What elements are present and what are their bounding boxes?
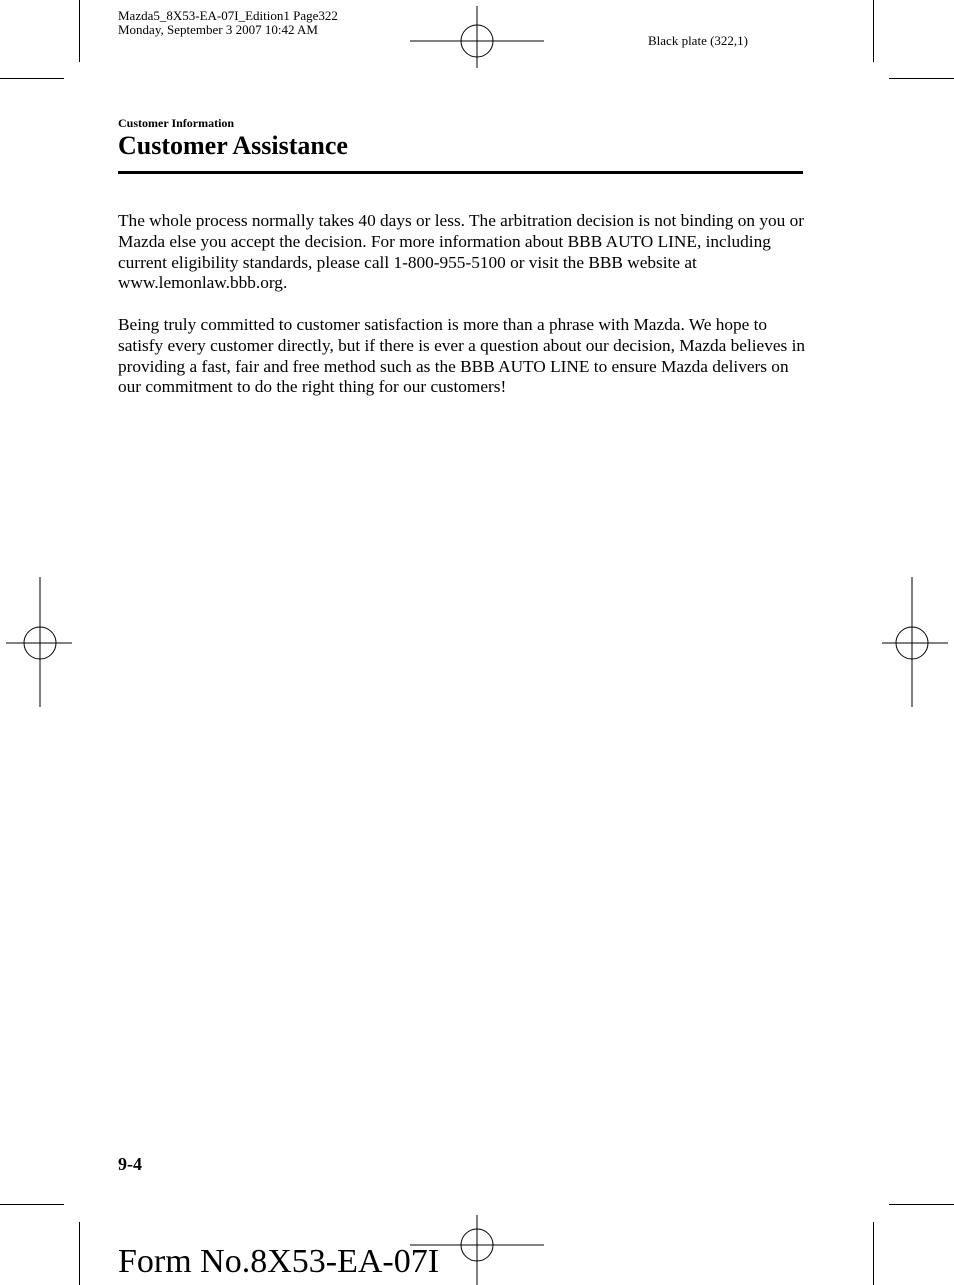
form-number: Form No.8X53-EA-07I	[118, 1243, 440, 1280]
crop-mark-top-left-horizontal	[0, 78, 64, 79]
crop-mark-top-right-vertical	[873, 0, 874, 62]
crop-mark-bottom-right-vertical	[873, 1222, 874, 1285]
crop-mark-bottom-left-horizontal	[0, 1204, 64, 1205]
title-rule	[118, 171, 803, 174]
section-label: Customer Information	[118, 116, 235, 130]
registration-mark-left-icon	[6, 577, 72, 707]
page-number: 9-4	[118, 1154, 142, 1174]
file-info-line: Mazda5_8X53-EA-07I_Edition1 Page322	[118, 8, 338, 23]
body-paragraph: Being truly committed to customer satisfaction is more than a phrase with Mazda. We hope to satisfy every customer directly, but if there is ever a question about our decision, Mazda believes in providing a fast, fair and free method such as the BBB AUTO LINE to ensure Mazda delivers on our commitment to do the right thing for our customers!	[118, 315, 806, 397]
crop-mark-bottom-right-horizontal	[889, 1204, 954, 1205]
crop-mark-top-left-vertical	[79, 0, 80, 62]
file-date-line: Monday, September 3 2007 10:42 AM	[118, 22, 318, 37]
crop-mark-top-right-horizontal	[889, 78, 954, 79]
body-paragraph: The whole process normally takes 40 days or less. The arbitration decision is not binding on you or Mazda else you accept the decision. For more information about BBB AUTO LINE, including current eligibility standards, please call 1-800-955-5100 or visit the BBB website at www.lemonlaw.bbb.org.	[118, 211, 805, 293]
registration-mark-top-icon	[410, 6, 544, 68]
page-title: Customer Assistance	[118, 131, 348, 160]
crop-mark-bottom-left-vertical	[79, 1222, 80, 1285]
plate-label: Black plate (322,1)	[648, 33, 748, 48]
registration-mark-right-icon	[882, 577, 948, 707]
